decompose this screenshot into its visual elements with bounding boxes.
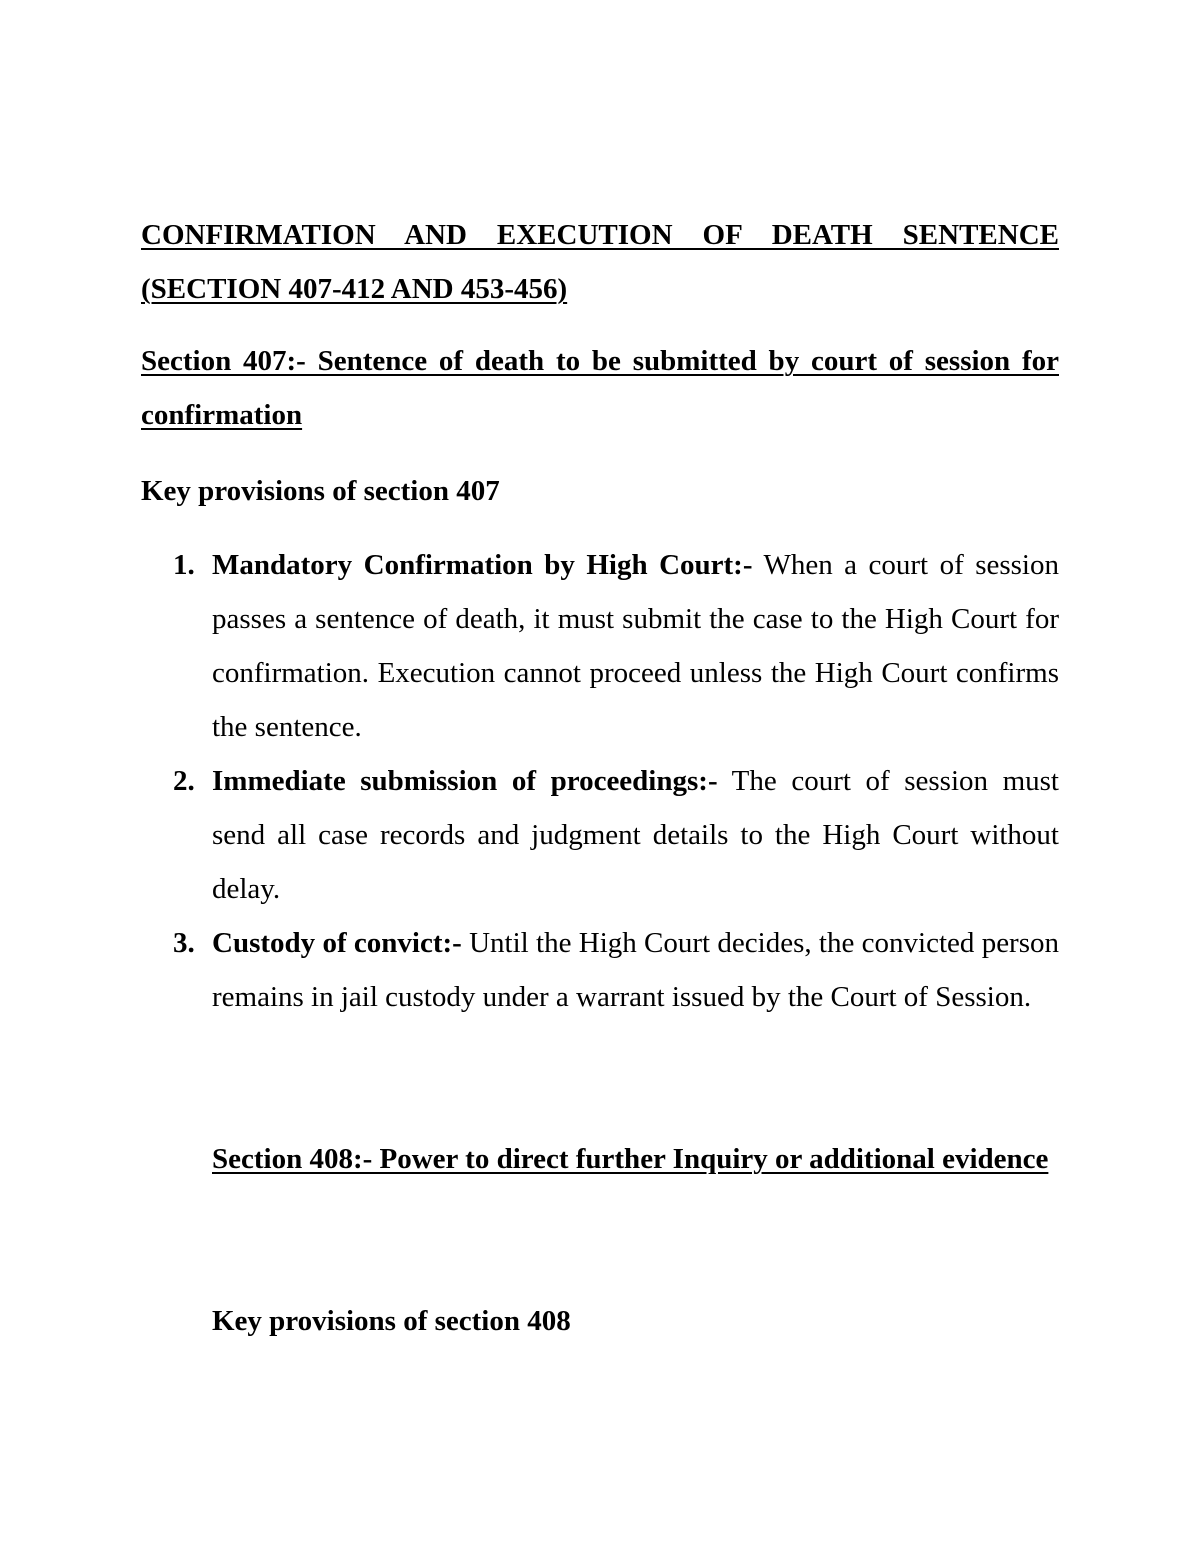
list-item-label: Custody of convict:- (212, 927, 462, 959)
list-item-number: 3. (173, 927, 195, 959)
list-item-label: Mandatory Confirmation by High Court:- (212, 549, 753, 581)
list-item (141, 916, 1059, 1024)
list-item-number: 2. (173, 765, 195, 797)
list-item-text: When a court of session passes a sentence of death, it must submit the case to the High Court for confirmation. Execution cannot proceed unless the High Court confirms the sentence. (212, 549, 1059, 743)
section-407-key-provisions: Key provisions of section 407 (141, 475, 500, 507)
section-407-provisions-list (141, 538, 1059, 1024)
section-408-heading: Section 408:- Power to direct further Inquiry or additional evidence (212, 1143, 1049, 1175)
list-item (141, 754, 1059, 916)
list-item-text: Until the High Court decides, the convicted person remains in jail custody under a warrant issued by the Court of Session. (212, 927, 1060, 1013)
list-item-label: Immediate submission of proceedings:- (212, 765, 718, 797)
document-title: CONFIRMATION AND EXECUTION OF DEATH SENTENCE (SECTION 407-412 AND 453-456) (141, 219, 1059, 305)
section-407-heading: Section 407:- Sentence of death to be submitted by court of session for confirmation (141, 345, 1059, 431)
section-408-key-provisions: Key provisions of section 408 (212, 1305, 571, 1337)
list-item (141, 538, 1059, 754)
list-item-number: 1. (173, 549, 195, 581)
list-item-text: The court of session must send all case records and judgment details to the High Court without delay. (212, 765, 1059, 905)
